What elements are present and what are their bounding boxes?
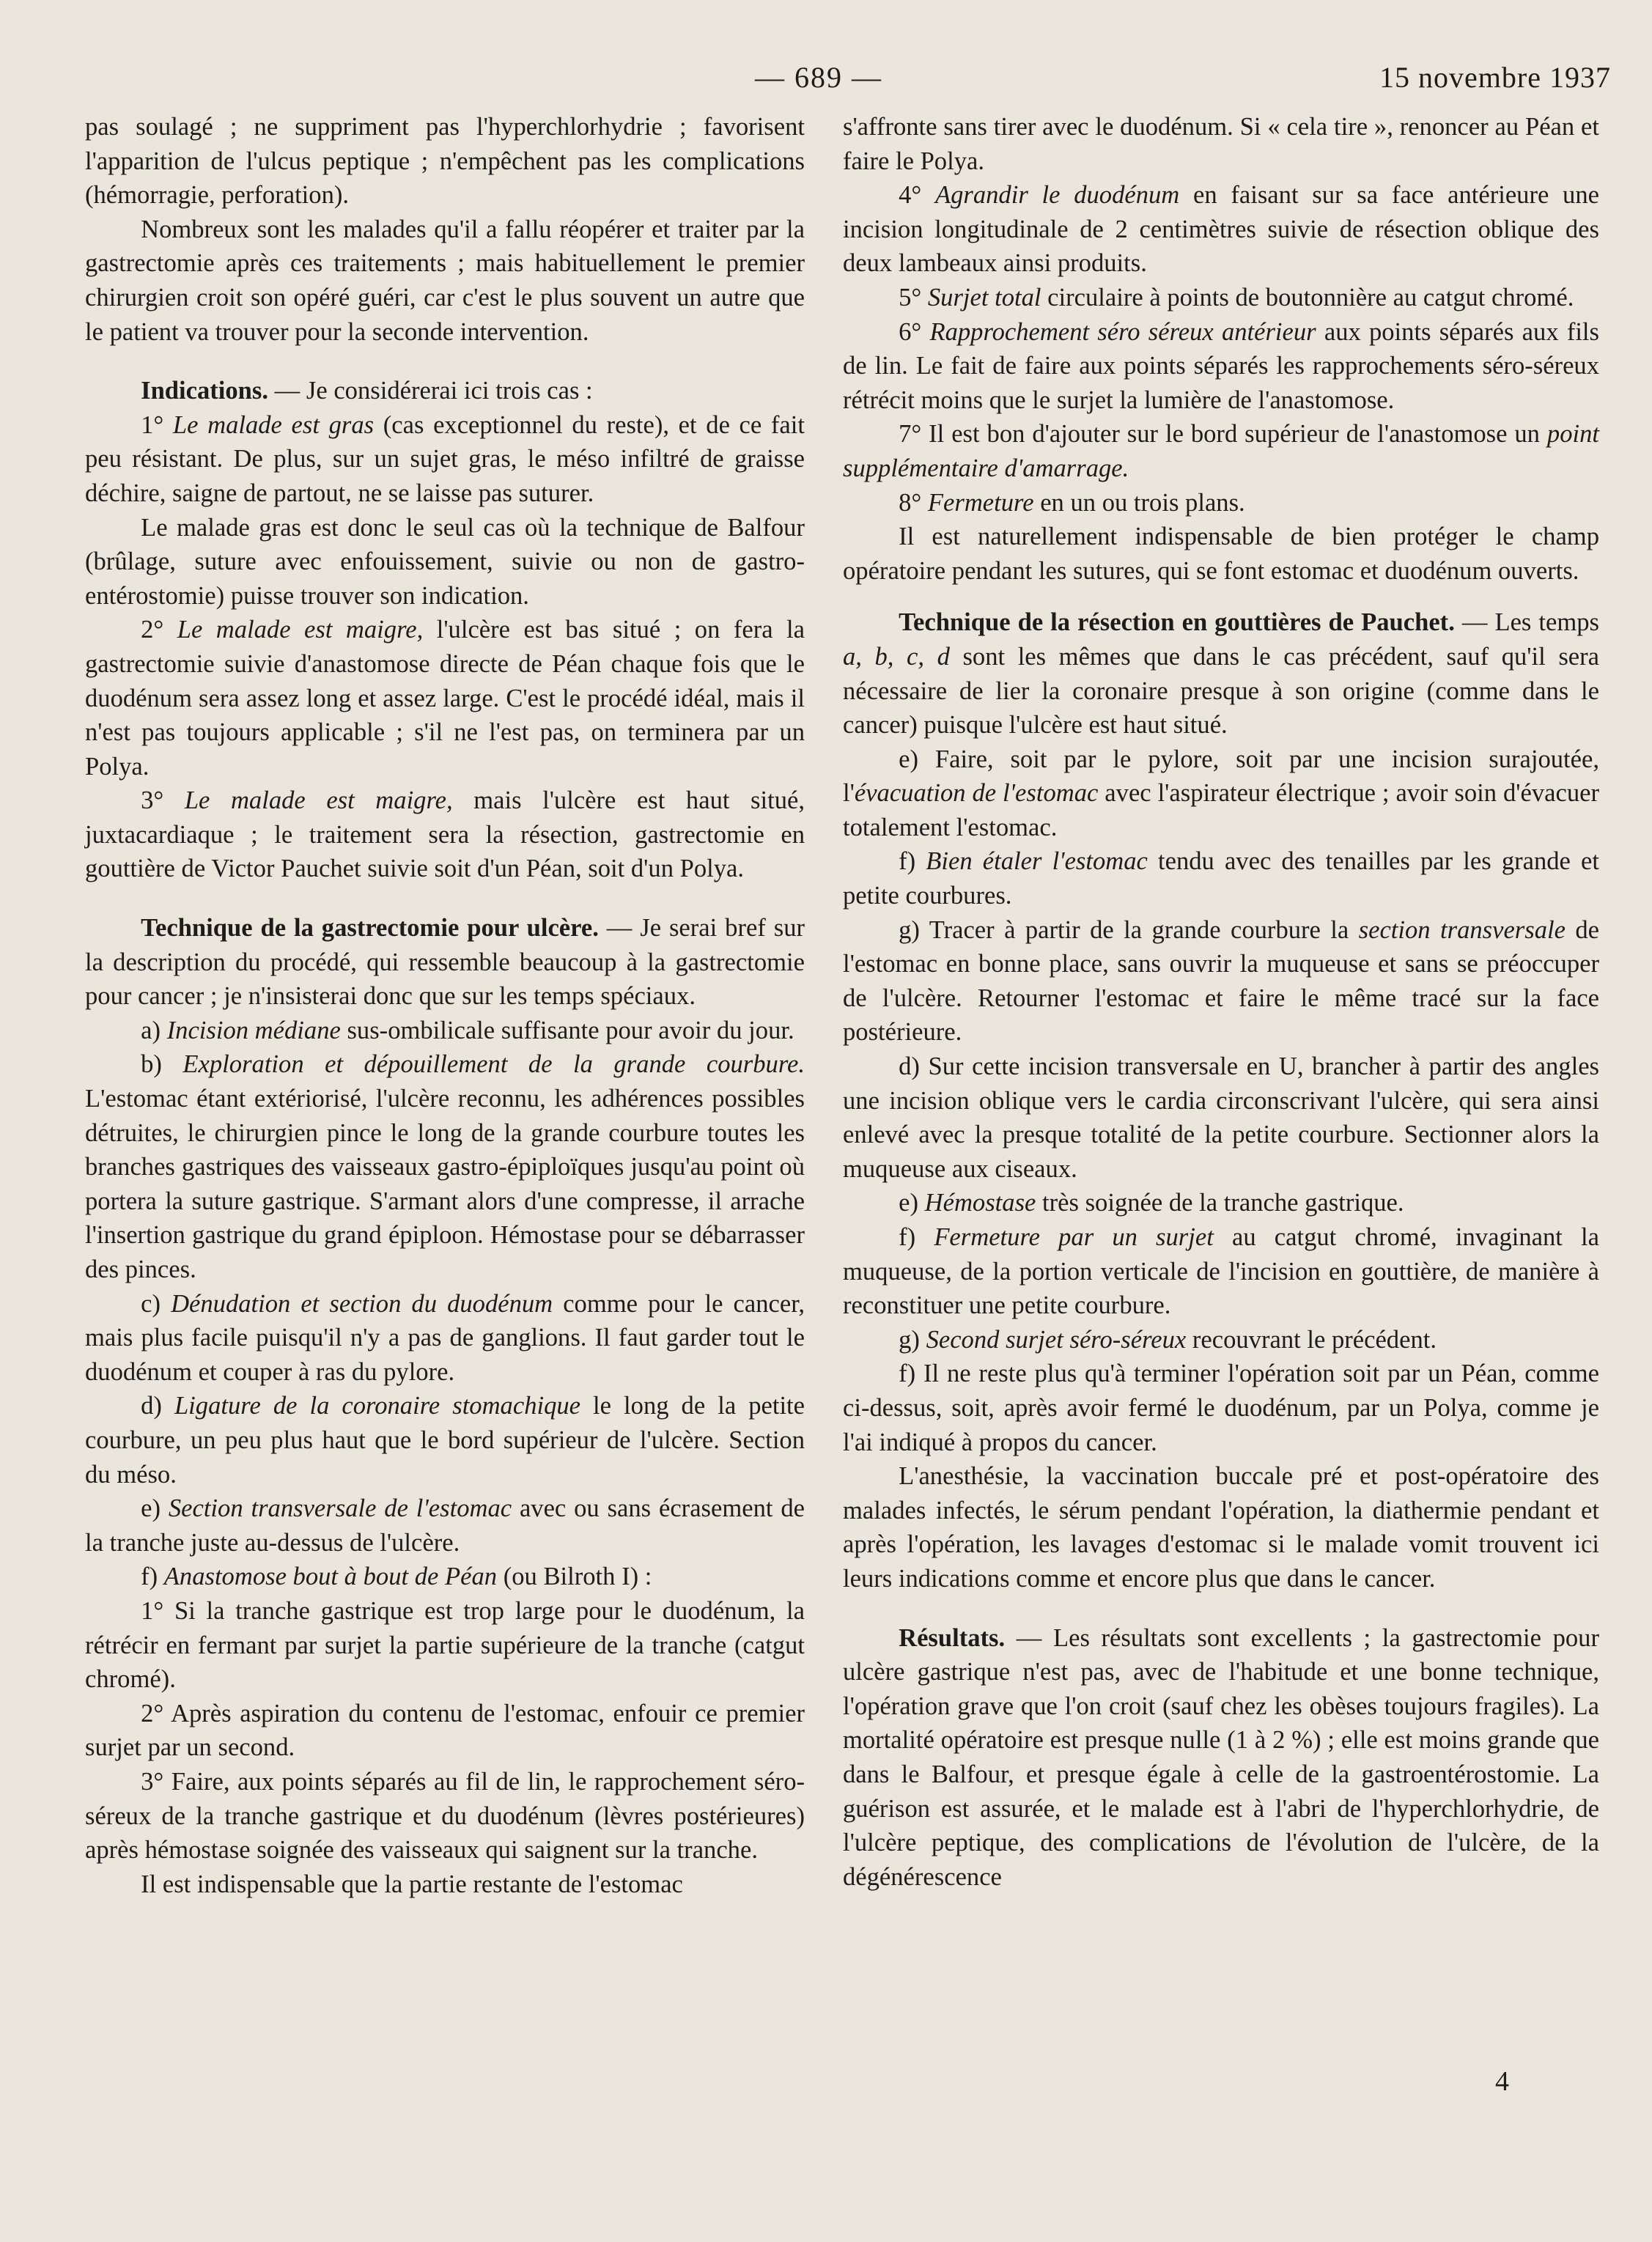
section-resultats: Résultats. — Les résultats sont excellents ; la gastrectomie pour ulcère gastrique n'est pas, avec de l'habitude et une bonne technique, l'opération grave que l'on croit (sauf chez les obèses toujours fragiles). La mortalité opératoire est presque nulle (1 à 2 %) ; elle est moins grande que dans le Balfour, et presque égale à celle de la gastroentérostomie. La guérison est assurée, et le malade est à l'abri de l'hyperchlorhydrie, de l'ulcère peptique, des complications de l'évolution de l'ulcère, de la dégénérescence [843,1623,1599,1891]
list-item: 1° Le malade est gras (cas exceptionnel du reste), et de ce fait peu résistant. De plus, sur un sujet gras, le méso infiltré de graisse déchire, saigne de partout, ne se laisse pas suturer. [85,410,805,507]
section-heading: Indications. [141,377,269,405]
issue-date: 15 novembre 1937 [1379,61,1611,94]
paragraph: Il est indispensable que la partie restante de l'estomac [141,1870,683,1898]
section-heading: Technique de la gastrectomie pour ulcère. [141,914,599,943]
list-item: g) Tracer à partir de la grande courbure la section transversale de l'estomac en bonne place, sans ouvrir la muqueuse et sans se préoccuper de l'ulcère. Retourner l'estomac et faire le même tracé sur la face postérieure. [843,915,1600,1047]
list-item: 2° Le malade est maigre, l'ulcère est bas situé ; on fera la gastrectomie suivie d'anastomose directe de Péan chaque fois que le duodénum sera assez long et assez large. C'est le procédé idéal, mais il n'est pas toujours applicable ; s'il ne l'est pas, on terminera par un Polya. [85,616,805,781]
list-item: 3° Le malade est maigre, mais l'ulcère est haut situé, juxtacardiaque ; le traitement sera la résection, gastrectomie en gouttière de Victor Pauchet suivie soit d'un Péan, soit d'un Polya. [85,786,805,883]
page-header [0,60,1652,104]
list-item: a) Incision médiane sus-ombilicale suffisante pour avoir du jour. [141,1016,794,1044]
right-column [843,110,1599,1894]
section-technique: Technique de la gastrectomie pour ulcère. — Je serai bref sur la description du procédé, qui ressemble beaucoup à la gastrectomie pour cancer ; je n'insisterai donc que sur les temps spéciaux. [85,914,805,1011]
paragraph: f) Il ne reste plus qu'à terminer l'opération soit par un Péan, comme ci-dessus, soit, après avoir fermé le duodénum, par un Polya, comme je l'ai indiqué à propos du cancer. [843,1360,1599,1456]
list-item: 8° Fermeture en un ou trois plans. [899,488,1245,517]
section-heading: Technique de la résection en gouttières de Pauchet. [899,608,1455,637]
left-column [85,110,805,1901]
list-item: 5° Surjet total circulaire à points de boutonnière au catgut chromé. [899,283,1574,311]
list-item: f) Fermeture par un surjet au catgut chromé, invaginant la muqueuse, de la portion verticale de l'incision en gouttière, de manière à reconstituer une petite courbure. [843,1223,1599,1320]
list-item: c) Dénudation et section du duodénum comme pour le cancer, mais plus facile puisqu'il n'y a pas de ganglions. Il faut garder tout le duodénum et couper à ras du pylore. [85,1289,805,1386]
paragraph: 2° Après aspiration du contenu de l'estomac, enfouir ce premier surjet par un second. [85,1699,805,1762]
list-item: 7° Il est bon d'ajouter sur le bord supérieur de l'anastomose un point supplémentaire d'amarrage. [843,420,1599,482]
paragraph: 1° Si la tranche gastrique est trop large pour le duodénum, la rétrécir en fermant par surjet la partie supérieure de la tranche (catgut chromé). [85,1596,805,1694]
list-item: e) Section transversale de l'estomac avec ou sans écrasement de la tranche juste au-dessus de l'ulcère. [85,1494,805,1557]
paragraph: L'anesthésie, la vaccination buccale pré et post-opératoire des malades infectés, le sérum pendant l'opération, la diathermie pendant et après l'opération, les lavages d'estomac si le malade vomit trouvent ici leurs indications comme et encore plus que dans le cancer. [843,1462,1599,1593]
list-item: f) Bien étaler l'estomac tendu avec des tenailles par les grande et petite courbures. [843,847,1599,910]
list-item: g) Second surjet séro-séreux recouvrant le précédent. [899,1325,1437,1354]
paragraph: Il est naturellement indispensable de bien protéger le champ opératoire pendant les sutures, qui se font estomac et duodénum ouverts. [843,523,1599,585]
signature-mark: 4 [1495,2066,1509,2097]
paragraph: 3° Faire, aux points séparés au fil de lin, le rapprochement séro-séreux de la tranche gastrique et du duodénum (lèvres postérieures) après hémostase soignée des vaisseaux qui saignent sur la tranche. [85,1767,805,1865]
list-item: e) Hémostase très soignée de la tranche gastrique. [899,1189,1404,1217]
list-item: e) Faire, soit par le pylore, soit par une incision surajoutée, l'évacuation de l'estomac avec l'aspirateur électrique ; avoir soin d'évacuer totalement l'estomac. [843,745,1600,841]
list-item: f) Anastomose bout à bout de Péan (ou Bilroth I) : [141,1563,652,1591]
paragraph: Nombreux sont les malades qu'il a fallu réopérer et traiter par la gastrectomie après ces traitements ; mais habituellement le premier chirurgien croit son opéré guéri, car c'est le plus souvent un autre que le patient va trouver pour la seconde intervention. [85,215,805,346]
paragraph: pas soulagé ; ne suppriment pas l'hyperchlorhydrie ; favorisent l'apparition de l'ulcus peptique ; n'empêchent pas les complications (hémorragie, perforation). [85,113,805,210]
section-heading: Résultats. [899,1623,1006,1652]
section-gouttiere: Technique de la résection en gouttières de Pauchet. — Les temps a, b, c, d sont les mêmes que dans le cas précédent, sauf qu'il sera nécessaire de lier la coronaire presque à son origine (comme dans le cancer) puisque l'ulcère est haut situé. [843,608,1599,740]
list-item: 4° Agrandir le duodénum en faisant sur sa face antérieure une incision longitudinale de 2 centimètres suivie de résection oblique des deux lambeaux ainsi produits. [843,181,1599,278]
paragraph: d) Sur cette incision transversale en U, brancher à partir des angles une incision oblique vers le cardia circonscrivant l'ulcère, qui sera ainsi enlevé avec la presque totalité de la petite courbure. Sectionner alors la muqueuse aux ciseaux. [843,1052,1599,1183]
paragraph: Le malade gras est donc le seul cas où la technique de Balfour (brûlage, suture avec enfouissement, suivie ou non de gastro-entérostomie) puisse trouver son indication. [85,513,805,610]
section-indications: Indications. — Je considérerai ici trois cas : [141,377,593,405]
paragraph: s'affronte sans tirer avec le duodénum. Si « cela tire », renoncer au Péan et faire le Polya. [843,113,1599,175]
list-item: d) Ligature de la coronaire stomachique le long de la petite courbure, un peu plus haut que le bord supérieur de l'ulcère. Section du méso. [85,1392,805,1489]
page-number: — 689 — [755,61,882,94]
list-item: 6° Rapprochement séro séreux antérieur aux points séparés aux fils de lin. Le fait de faire aux points séparés les rapprochements séro-séreux rétrécit moins que le surjet la lumière de l'anastomose. [843,317,1599,414]
list-item: b) Exploration et dépouillement de la grande courbure. L'estomac étant extériorisé, l'ulcère reconnu, les adhérences possibles détruites, le chirurgien pince le long de la grande courbure toutes les branches gastriques des vaisseaux gastro-épiploïques jusqu'au point où portera la suture gastrique. S'armant alors d'une compresse, il arrache l'insertion gastrique du grand épiploon. Hémostase pour se débarrasser des pinces. [85,1050,805,1283]
